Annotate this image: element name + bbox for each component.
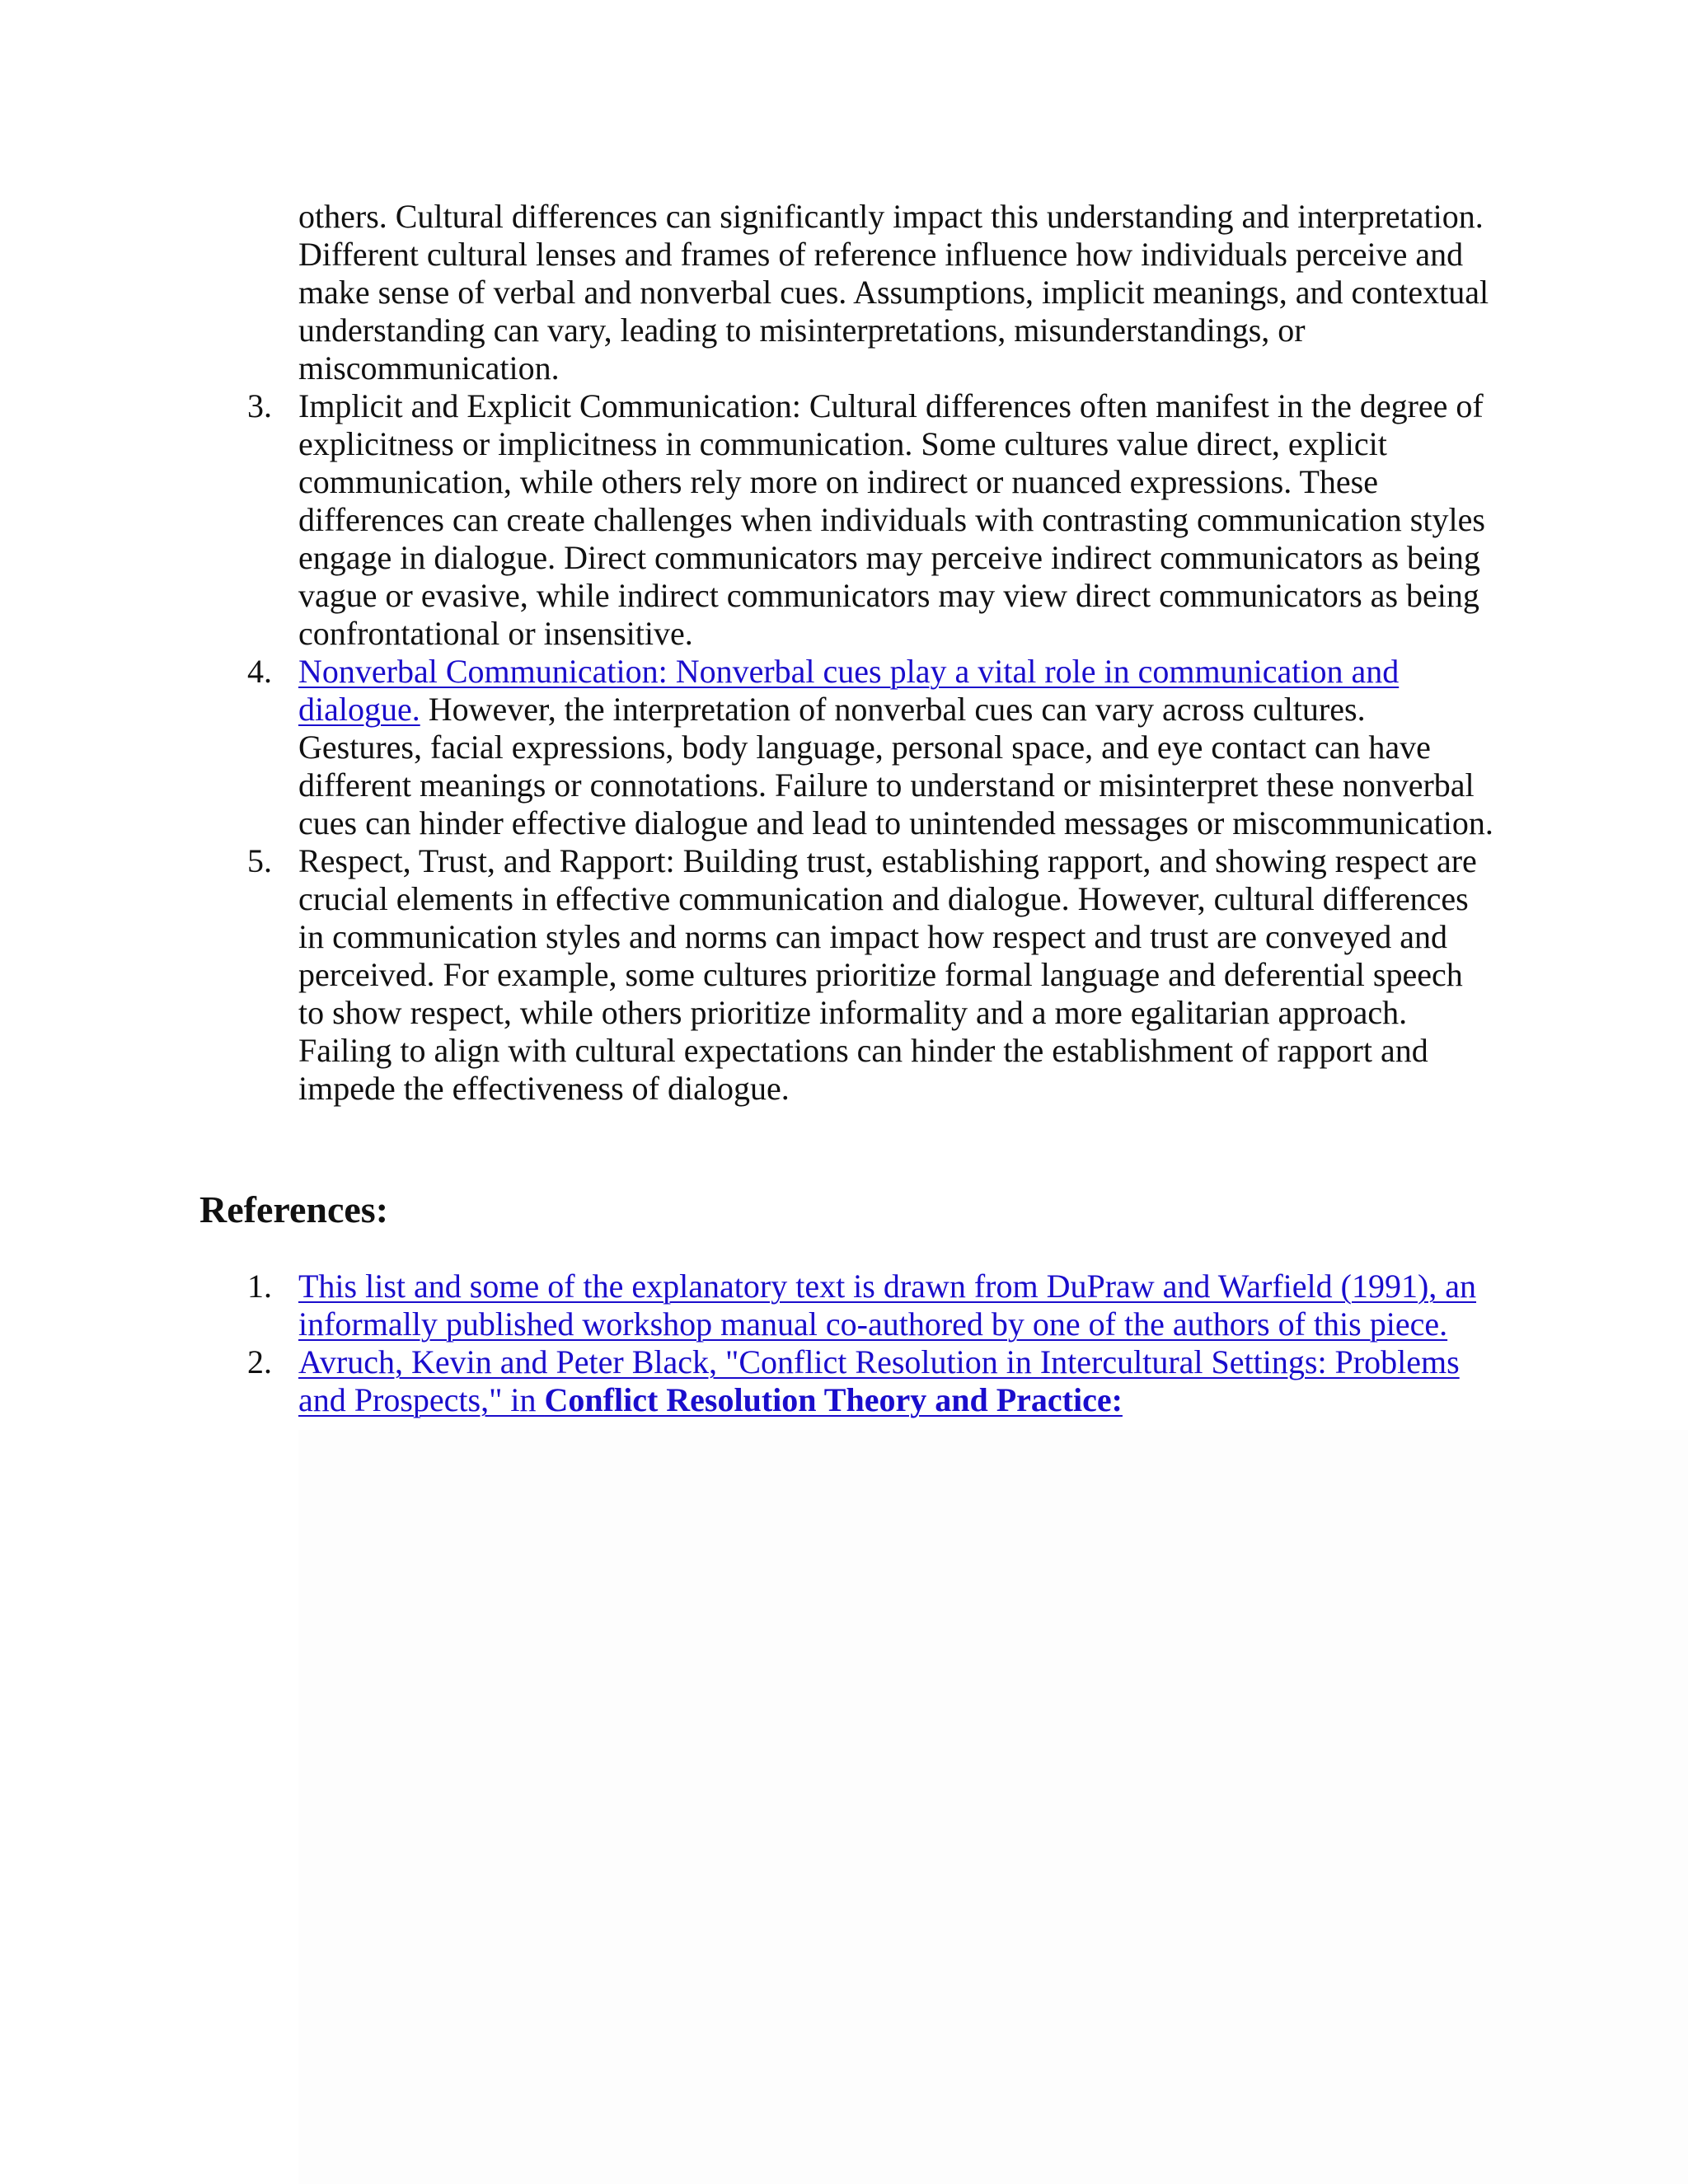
reference-link-text: Avruch, Kevin and Peter Black, "Conflict Resolution in Intercultural Settings: Problems and Prospects," in: [298, 1343, 1460, 1418]
list-item-number: 4.: [247, 653, 272, 690]
references-list: [247, 1268, 1493, 1419]
reference-item: [247, 1268, 1493, 1343]
list-item-number: 5.: [247, 842, 272, 879]
references-heading: References:: [199, 1188, 389, 1230]
reference-number: 2.: [247, 1343, 272, 1380]
reference-number: 1.: [247, 1268, 272, 1305]
reference-item: [247, 1343, 1493, 1419]
list-item-text: However, the interpretation of nonverbal cues can vary across cultures. Gestures, facial expressions, body language, personal space, and eye contact can have different meanings or connotations. Failure to understand or misinterpret these nonverbal cues can hinder effective dialogue and lead to unintended messages or miscommunication.: [298, 691, 1493, 841]
page-shade: [298, 1430, 1688, 2184]
nonverbal-communication-link[interactable]: Nonverbal Communication: Nonverbal cues play a vital role in communication and dialogue.: [298, 653, 1400, 728]
continuation-text: others. Cultural differences can significantly impact this understanding and interpretation. Different cultural lenses and frames of reference influence how individuals perceive and make sense of verbal and nonverbal cues. Assumptions, implicit meanings, and contextual understanding can vary, leading to misinterpretations, misunderstandings, or miscommunication.: [298, 198, 1489, 387]
list-item: [247, 387, 1493, 653]
reference-link-dupraw[interactable]: This list and some of the explanatory text is drawn from DuPraw and Warfield (1991), an informally published workshop manual co-authored by one of the authors of this piece.: [298, 1268, 1477, 1343]
reference-link-avruch[interactable]: [298, 1343, 1460, 1418]
list-item-text: Respect, Trust, and Rapport: Building trust, establishing rapport, and showing respect are crucial elements in effective communication and dialogue. However, cultural differences in communication styles and norms can impact how respect and trust are conveyed and perceived. For example, some cultures prioritize formal language and deferential speech to show respect, while others prioritize informality and a more egalitarian approach. Failing to align with cultural expectations can hinder the establishment of rapport and impede the effectiveness of dialogue.: [298, 842, 1477, 1107]
reference-book-title: Conflict Resolution Theory and Practice:: [544, 1381, 1123, 1418]
list-item: [247, 842, 1493, 1108]
continuation-paragraph: [298, 198, 1493, 387]
list-item: [247, 653, 1493, 842]
list-item-number: 3.: [247, 387, 272, 424]
list-item-text: Implicit and Explicit Communication: Cultural differences often manifest in the degree of explicitness or implicitness in communication. Some cultures value direct, explicit communication, while others rely more on indirect or nuanced expressions. These differences can create challenges when individuals with contrasting communication styles engage in dialogue. Direct communicators may perceive indirect communicators as being vague or evasive, while indirect communicators may view direct communicators as being confrontational or insensitive.: [298, 387, 1485, 652]
numbered-list: [247, 387, 1493, 1108]
